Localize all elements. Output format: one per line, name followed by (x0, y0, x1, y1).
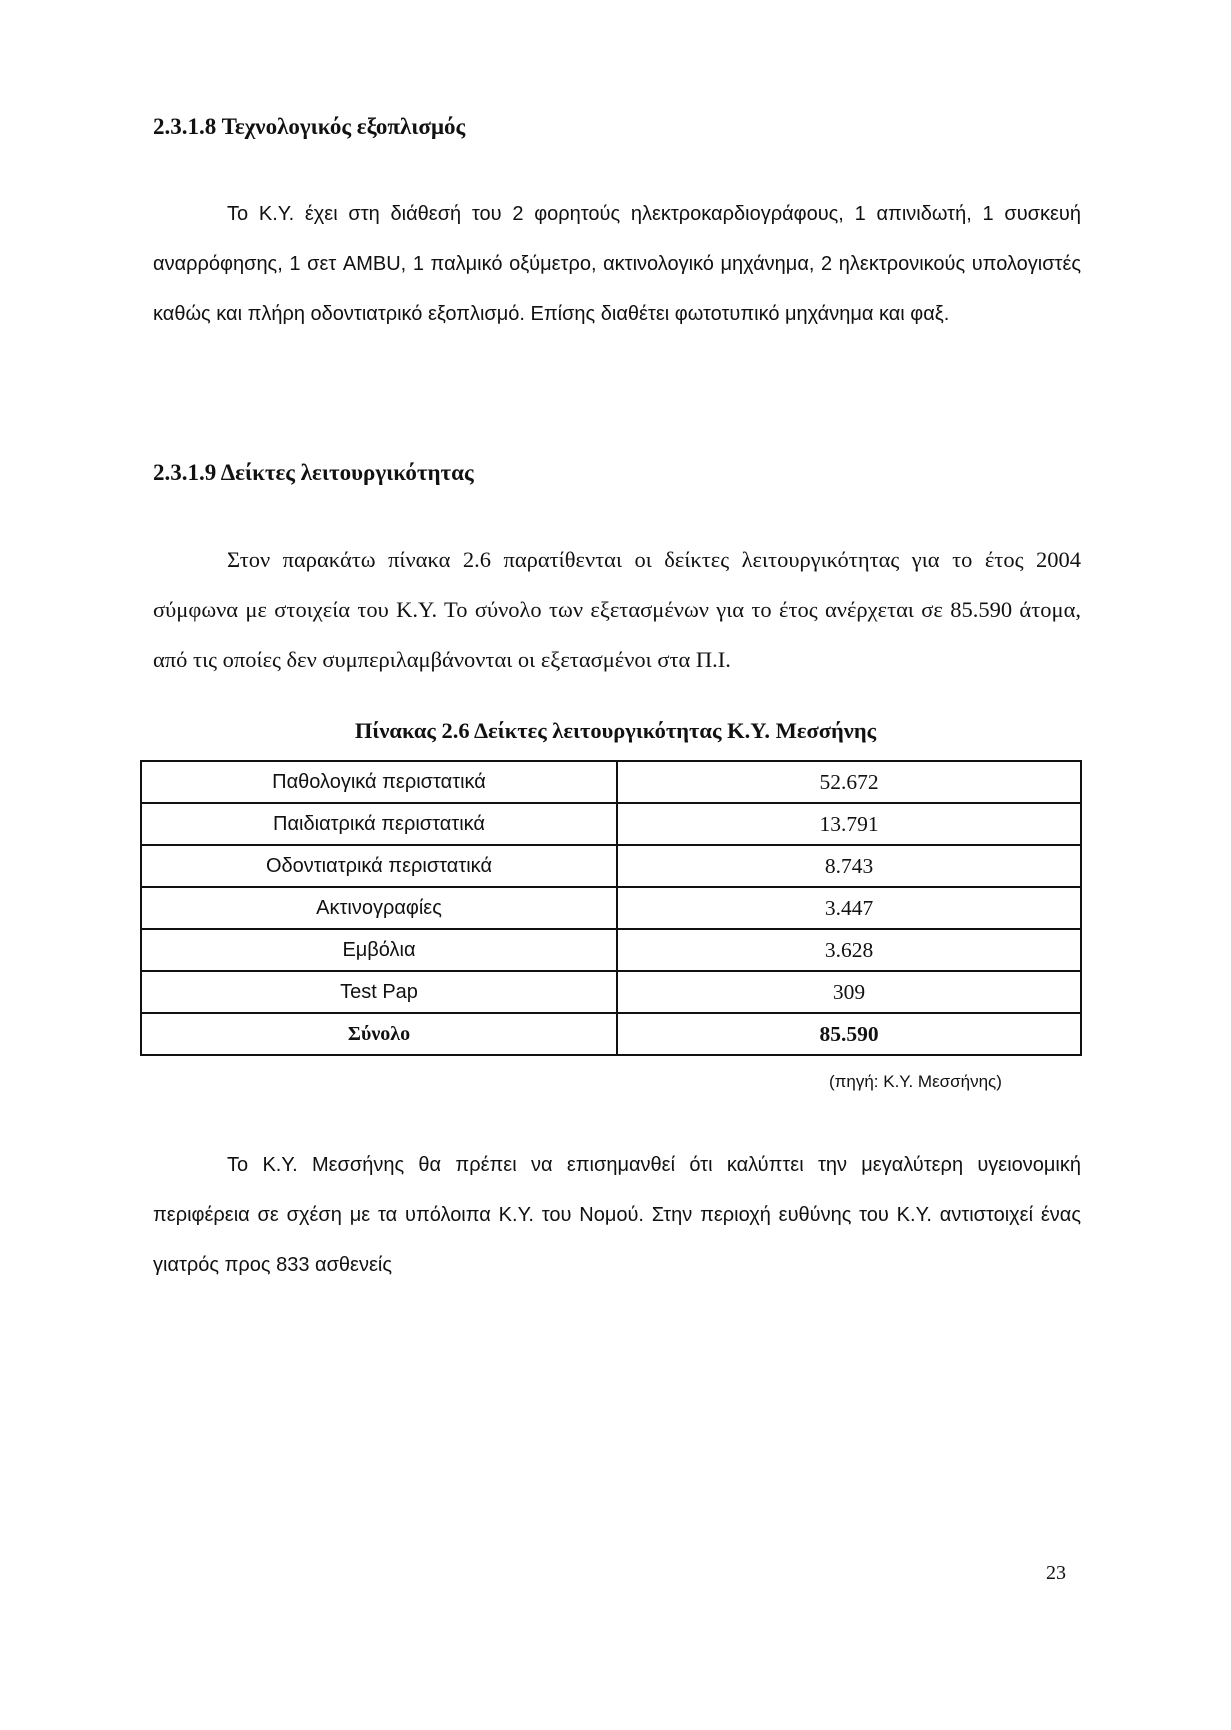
paragraph-closing-text: Το Κ.Υ. Μεσσήνης θα πρέπει να επισημανθεί ότι καλύπτει την μεγαλύτερη υγειονομική περιφέρεια σε σχέση με τα υπόλοιπα Κ.Υ. του Νομού. Στην περιοχή ευθύνης του Κ.Υ. αντιστοιχεί ένας γιατρός προς 833 ασθενείς (153, 1154, 1081, 1276)
row-label: Ακτινογραφίες (141, 887, 617, 929)
total-value: 85.590 (617, 1013, 1081, 1055)
paragraph-technology (153, 189, 1081, 339)
row-value: 309 (617, 971, 1081, 1013)
row-label: Οδοντιατρικά περιστατικά (141, 845, 617, 887)
row-label: Παθολογικά περιστατικά (141, 761, 617, 803)
table-row (141, 845, 1081, 887)
table-row (141, 971, 1081, 1013)
table-row (141, 887, 1081, 929)
row-value: 13.791 (617, 803, 1081, 845)
row-value: 3.447 (617, 887, 1081, 929)
total-label: Σύνολο (141, 1013, 617, 1055)
paragraph-technology-text: Το Κ.Υ. έχει στη διάθεσή του 2 φορητούς ηλεκτροκαρδιογράφους, 1 απινιδωτή, 1 συσκευή αναρρόφησης, 1 σετ AMBU, 1 παλμικό οξύμετρο, ακτινολογικό μηχάνημα, 2 ηλεκτρονικούς υπολογιστές καθώς και πλήρη οδοντιατρικό εξοπλισμό. Επίσης διαθέτει φωτοτυπικό μηχάνημα και φαξ. (153, 203, 1081, 325)
section-heading-technology: 2.3.1.8 Τεχνολογικός εξοπλισμός (153, 114, 466, 139)
paragraph-indicators-text: Στον παρακάτω πίνακα 2.6 παρατίθενται οι δείκτες λειτουργικότητας για το έτος 2004 σύμφωνα με στοιχεία του Κ.Υ. Το σύνολο των εξετασμένων για το έτος ανέρχεται σε 85.590 άτομα, από τις οποίες δεν συμπεριλαμβάνονται οι εξετασμένοι στα Π.Ι. (153, 547, 1081, 672)
paragraph-closing (153, 1140, 1081, 1290)
table-row (141, 929, 1081, 971)
table-row (141, 761, 1081, 803)
table-caption: Πίνακας 2.6 Δείκτες λειτουργικότητας Κ.Υ. Μεσσήνης (354, 718, 877, 743)
row-label: Εμβόλια (141, 929, 617, 971)
row-value: 3.628 (617, 929, 1081, 971)
table-total-row (141, 1013, 1081, 1055)
table-source: (πηγή: Κ.Υ. Μεσσήνης) (829, 1072, 1002, 1091)
row-value: 8.743 (617, 845, 1081, 887)
row-value: 52.672 (617, 761, 1081, 803)
table-row (141, 803, 1081, 845)
row-label: Παιδιατρικά περιστατικά (141, 803, 617, 845)
row-label: Test Pap (141, 971, 617, 1013)
page-number: 23 (1046, 1562, 1066, 1584)
section-heading-indicators: 2.3.1.9 Δείκτες λειτουργικότητας (153, 460, 474, 485)
indicators-table (140, 760, 1082, 1056)
paragraph-indicators (153, 535, 1081, 685)
